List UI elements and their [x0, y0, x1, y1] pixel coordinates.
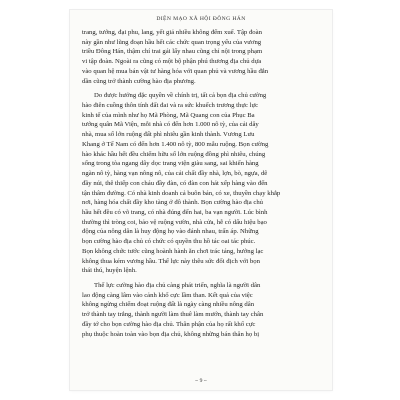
text-line: hào điên cuồng thôn tính đất đai và ra sức khuếch trương thực lực	[82, 102, 259, 110]
text-line: hào khác hầu hết đều chiếm hữu số lớn ruộng đồng phì nhiêu, chúng	[82, 150, 266, 158]
text-line: sống trong tòa ngang dây dọc trang viện giàu sang, sai khiến hàng	[82, 160, 259, 168]
text-line: Khang ở Tế Nam có đến hơn 1.400 nô tỳ, 800 mẫu ruộng. Bọn cường	[82, 140, 269, 148]
text-line: hầu hết đều có võ trang, có nhà đúng đến hai, ba vạn người. Lúc bình	[82, 208, 268, 216]
text-line: trang, tướng, đại phu, lang, yết giả nhiều không đếm xuể. Tập đoàn	[82, 29, 262, 36]
text-line: thái thú, huyện lệnh.	[82, 267, 137, 275]
text-line: triều Đông Hán, thậm chí trai gái lấy nhau cũng chỉ nội trong phạm	[82, 48, 263, 56]
text-line: không ngừng chiếm đoạt ruộng đất là ngày càng nhiều nông dân	[82, 301, 255, 309]
text-line: nhà, mua số lớn ruộng đất phì nhiêu gần kinh thành. Vương Lưu	[82, 131, 255, 139]
text-line: ngàn nô tỳ, hàng vạn nông nô, của cải chất đầy nhà, lợn, bò, ngựa, dê	[82, 170, 268, 178]
text-line: tận thâm đường. Có nhà kinh doanh cả buôn bán, có xe, thuyền chạy khắp	[82, 189, 281, 197]
text-line: động của nông dân là huy động họ vào đánh nhau, trấn áp. Những	[82, 228, 259, 236]
book-page	[70, 10, 332, 390]
text-line: Do được hưởng đặc quyền về chính trị, tất cả bọn địa chủ cường	[94, 92, 267, 100]
text-line: trở thành tay trắng, thành người làm thuê làm mướn, thành tay chân	[82, 311, 264, 319]
text-line: bọn cường hào địa chủ có chức có quyền thu hồ tác oai tác phúc.	[82, 238, 256, 246]
text-line: vào quan hệ mua bán vật tư hàng hóa với quan phủ và vương hầu đắn	[82, 67, 269, 75]
page-number: ~ 9 ~	[195, 378, 207, 384]
text-line: tướng quân Mã Viện, mỗi nhà có đến hơn 1.000 nô tỳ, của cải dây	[82, 121, 259, 129]
text-line: kinh tế của mình như họ Mã Phòng, Mã Quang con của Phục Ba	[82, 111, 255, 119]
text-line: đầy núi, thê thiếp con cháu đầy đàn, có đàn con hát xếp hàng vào đến	[82, 179, 268, 187]
text-line: Thế lực cường hào địa chủ càng phát triển, nghĩa là người dân	[94, 281, 261, 289]
text-line: vi tập đoàn. Ngoài ra cũng có một bộ phận phú thương địa chủ dựa	[82, 58, 262, 66]
text-line: phụ thuộc hoàn toàn vào bọn địa chủ, không những bán thân họ bị	[82, 330, 260, 338]
text-line: không thua kém vương hầu. Thế lực này thêu sức đối địch với bọn	[82, 257, 260, 265]
text-line: này gần như lũng đoạn hầu hết các chức quan trọng yếu của vương	[82, 38, 262, 46]
text-line: dần cũng trở thành cường hào địa phương.	[82, 77, 196, 85]
paragraph	[82, 91, 320, 276]
text-line: đầy tớ cho bọn cường hào địa chủ. Thân phận của họ rất khổ cực	[82, 320, 256, 328]
paragraph	[82, 28, 320, 86]
text-line: nơi, hàng hóa chất đầy kho tàng ở đô thành. Bọn cường hào địa chủ	[82, 199, 264, 207]
text-line: Bọn không chức tước cũng hoành hành ăn chơi trác táng, hưởng lạc	[82, 247, 264, 255]
text-line: lao động càng lâm vào cảnh khổ cực lầm than. Kết quả của việc	[82, 291, 253, 299]
running-head: DIỆN MẠO XÃ HỘI ĐÔNG HÁN	[156, 16, 246, 22]
paragraph	[82, 281, 320, 339]
text-line: thường thì tròng coi, bảo vệ ruộng vườn, nhà cửa, hễ có dấu hiệu bạo	[82, 218, 267, 226]
